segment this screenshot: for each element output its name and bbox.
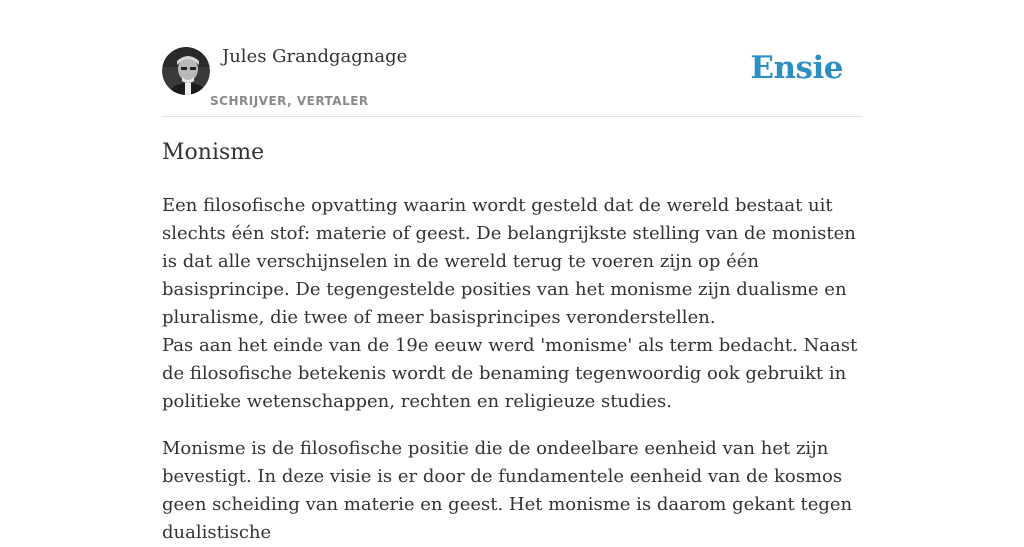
page [162, 0, 862, 543]
paragraph: Een filosofische opvatting waarin wordt gesteld dat de wereld bestaat uit slechts één stof: materie of geest. De belangrijkste stelling van de monisten is dat alle verschijnselen in de wereld terug te voeren zijn op één basisprincipe. De tegengestelde posities van het monisme zijn dualisme en pluralisme, die twee of meer basisprincipes veronderstellen. [162, 195, 856, 328]
author-avatar[interactable] [162, 47, 210, 95]
article-body [162, 192, 862, 547]
author-name[interactable]: Jules Grandgagnage [222, 46, 408, 67]
article-title: Monisme [162, 140, 265, 165]
person-photo-icon [162, 47, 210, 95]
paragraph: Pas aan het einde van de 19e eeuw werd 'monisme' als term bedacht. Naast de filosofische betekenis wordt de benaming tegenwoordig ook gebruikt in politieke wetenschappen, rechten en religieuze studies. [162, 335, 858, 412]
paragraph: Monisme is de filosofische positie die de ondeelbare eenheid van het zijn bevestigt. In deze visie is er door de fundamentele eenheid van de kosmos geen scheiding van materie en geest. Het monisme is daarom gekant tegen dualistische [162, 438, 853, 543]
ensie-logo[interactable]: Ensie [750, 50, 843, 86]
author-role: SCHRIJVER, VERTALER [210, 94, 369, 108]
header [162, 0, 862, 117]
